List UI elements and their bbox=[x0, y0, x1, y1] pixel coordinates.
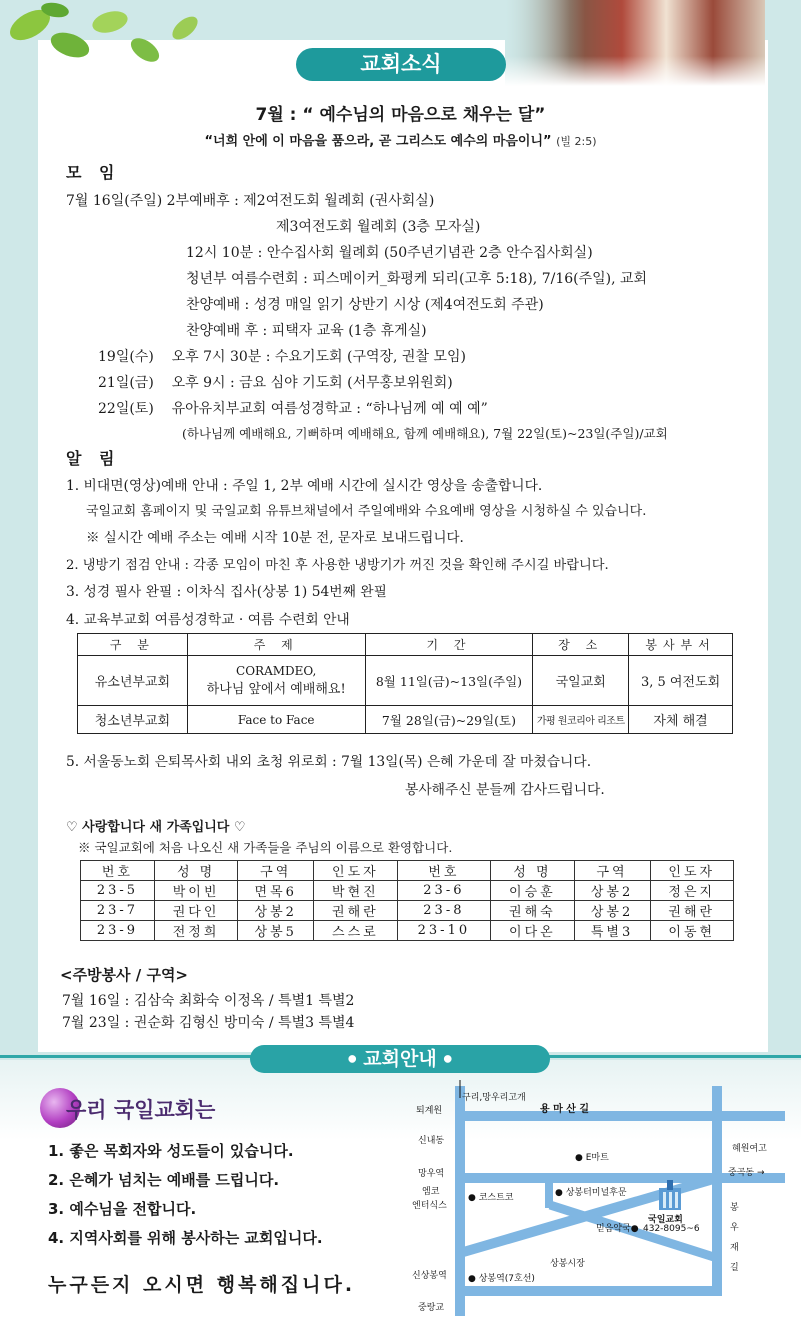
table-cell: 3, 5 여전도회 bbox=[629, 656, 733, 706]
map-label: ● 상봉역(7호선) bbox=[468, 1274, 535, 1284]
map-label: 중랑교 bbox=[418, 1303, 445, 1313]
table-cell: 23-9 bbox=[81, 921, 155, 941]
monthly-theme-title: 7월 : “ 예수님의 마음으로 채우는 달” bbox=[255, 105, 546, 125]
table-cell: 권다인 bbox=[154, 901, 237, 921]
table-cell: 정은지 bbox=[650, 881, 734, 901]
map-diagonal-roads bbox=[400, 1078, 785, 1323]
notice-line: 2. 냉방기 점검 안내 : 각종 모임이 마친 후 사용한 냉방기가 꺼진 것을 확인해 주시길 바랍니다. bbox=[66, 558, 609, 573]
table-cell: 권해란 bbox=[650, 901, 734, 921]
dot-icon: ● bbox=[347, 1053, 357, 1065]
new-family-heading: ♡ 사랑합니다 새 가족입니다 ♡ bbox=[66, 820, 246, 835]
leaves-decoration bbox=[0, 0, 240, 80]
table-row bbox=[78, 656, 733, 706]
notice-line: 5. 서울동노회 은퇴목사회 내외 초청 위로회 : 7월 13일(목) 은혜 가운데 잘 마쳤습니다. bbox=[66, 754, 592, 770]
meeting-line: 제3여전도회 월례회 (3층 모자실) bbox=[276, 219, 481, 235]
table-cell: 23-7 bbox=[81, 901, 155, 921]
table-cell: 7월 28일(금)~29일(토) bbox=[365, 706, 533, 734]
meeting-line: 22일(토) 유아유치부교회 여름성경학교 : “하나님께 예 예 예” bbox=[98, 401, 488, 417]
table-header: 기 간 bbox=[365, 634, 533, 656]
map-label: ● 상봉터미널후문 bbox=[555, 1188, 627, 1198]
table-cell: 자체 해결 bbox=[629, 706, 733, 734]
map-label: 432-8095~6 bbox=[643, 1224, 700, 1234]
table-cell: 23-8 bbox=[397, 901, 491, 921]
church-guide-banner bbox=[250, 1045, 550, 1073]
table-header-row bbox=[81, 861, 734, 881]
notice-line: 3. 성경 필사 완필 : 이차식 집사(상봉 1) 54번째 완필 bbox=[66, 584, 387, 600]
dot-icon: ● bbox=[443, 1053, 453, 1065]
education-schedule-table bbox=[77, 633, 733, 734]
table-header: 봉사부서 bbox=[629, 634, 733, 656]
table-header: 구역 bbox=[238, 861, 314, 881]
table-header: 성 명 bbox=[154, 861, 237, 881]
meeting-line: (하나님께 예배해요, 기뻐하며 예배해요, 함께 예배해요), 7월 22일(토)~23일(주일)/교회 bbox=[182, 426, 668, 441]
map-label: 혜원여고 bbox=[732, 1144, 767, 1154]
map-label: 믿음약국● bbox=[596, 1224, 639, 1234]
table-header-row bbox=[78, 634, 733, 656]
monthly-verse bbox=[0, 130, 801, 149]
table-header: 구 분 bbox=[78, 634, 188, 656]
kitchen-service-line: 7월 23일 : 권순화 김형신 방미숙 / 특별3 특별4 bbox=[62, 1015, 355, 1031]
map-label: 엔터식스 bbox=[412, 1201, 447, 1211]
table-header: 구역 bbox=[574, 861, 650, 881]
map-label: 신상봉역 bbox=[412, 1271, 447, 1281]
church-intro-item: 3. 예수님을 전합니다. bbox=[48, 1200, 197, 1218]
table-cell bbox=[187, 656, 365, 706]
meeting-line: 19일(수) 오후 7시 30분 : 수요기도회 (구역장, 권찰 모임) bbox=[98, 349, 466, 365]
table-header: 장 소 bbox=[533, 634, 629, 656]
verse-text: “너희 안에 이 마음을 품으라, 곧 그리스도 예수의 마음이니” bbox=[204, 134, 552, 149]
table-cell: 23-6 bbox=[397, 881, 491, 901]
map-label: 망우역 bbox=[418, 1169, 445, 1179]
table-cell: 가평 원코리아 리조트 bbox=[533, 706, 629, 734]
table-cell: 박현진 bbox=[314, 881, 397, 901]
church-intro-item: 2. 은혜가 넘치는 예배를 드립니다. bbox=[48, 1171, 280, 1189]
notice-line: 4. 교육부교회 여름성경학교 · 여름 수련회 안내 bbox=[66, 612, 350, 628]
verse-reference: (빌 2:5) bbox=[556, 135, 597, 148]
meeting-line: 21일(금) 오후 9시 : 금요 심야 기도회 (서무홍보위원회) bbox=[98, 375, 453, 391]
table-cell: 상봉5 bbox=[238, 921, 314, 941]
table-header: 인도자 bbox=[650, 861, 734, 881]
table-cell: 특별3 bbox=[574, 921, 650, 941]
map-label: 구리,망우리고개 bbox=[462, 1093, 526, 1103]
table-cell: 면목6 bbox=[238, 881, 314, 901]
table-header: 번호 bbox=[397, 861, 491, 881]
church-slogan: 누구든지 오시면 행복해집니다. bbox=[48, 1274, 356, 1296]
meeting-line: 7월 16일(주일) 2부예배후 : 제2여전도회 월례회 (권사회실) bbox=[66, 193, 435, 209]
meeting-line: 청년부 여름수련회 : 피스메이커_화평케 되리(고후 5:18), 7/16(주일), 교회 bbox=[186, 271, 648, 287]
church-intro-item: 1. 좋은 목회자와 성도들이 있습니다. bbox=[48, 1142, 294, 1160]
table-row bbox=[81, 901, 734, 921]
table-cell: 23-10 bbox=[397, 921, 491, 941]
map-label: 재 bbox=[730, 1243, 739, 1253]
theme-line: CORAMDEO, bbox=[236, 664, 317, 678]
map-label: 중곡동 → bbox=[728, 1168, 765, 1178]
table-cell: 유소년부교회 bbox=[78, 656, 188, 706]
table-cell: 상봉2 bbox=[574, 901, 650, 921]
table-row bbox=[81, 881, 734, 901]
church-news-banner: 교회소식 bbox=[296, 48, 506, 81]
kitchen-service-heading: <주방봉사 / 구역> bbox=[60, 966, 189, 984]
map-label: 우 bbox=[730, 1223, 739, 1233]
map-label: 봉 bbox=[730, 1203, 739, 1213]
new-family-subheading: ※ 국일교회에 처음 나오신 새 가족들을 주님의 이름으로 환영합니다. bbox=[78, 840, 453, 855]
map-label: ● 코스트코 bbox=[468, 1193, 514, 1203]
map-label: 용 마 산 길 bbox=[540, 1104, 590, 1115]
meeting-line: 찬양예배 후 : 피택자 교육 (1층 휴게실) bbox=[186, 323, 427, 339]
meeting-line: 12시 10분 : 안수집사회 월례회 (50주년기념관 2층 안수집사회실) bbox=[186, 245, 593, 261]
notice-line: 1. 비대면(영상)예배 안내 : 주일 1, 2부 예배 시간에 실시간 영상을 송출합니다. bbox=[66, 478, 543, 494]
notice-line: ※ 실시간 예배 주소는 예배 시작 10분 전, 문자로 보내드립니다. bbox=[86, 530, 464, 546]
table-cell: 이승훈 bbox=[491, 881, 574, 901]
table-cell: 국일교회 bbox=[533, 656, 629, 706]
photo-fade-bottom bbox=[505, 56, 765, 86]
table-cell: 8월 11일(금)~13일(주일) bbox=[365, 656, 533, 706]
table-cell: Face to Face bbox=[187, 706, 365, 734]
kitchen-service-line: 7월 16일 : 김삼숙 최화숙 이정옥 / 특별1 특별2 bbox=[62, 993, 355, 1009]
map-label: 엠코 bbox=[422, 1187, 440, 1197]
table-cell: 청소년부교회 bbox=[78, 706, 188, 734]
new-family-table bbox=[80, 860, 734, 941]
church-guide-title: 교회안내 bbox=[363, 1048, 437, 1070]
table-cell: 전정희 bbox=[154, 921, 237, 941]
map-label: 신내동 bbox=[418, 1136, 445, 1146]
map-label: ● E마트 bbox=[575, 1153, 609, 1163]
table-header: 성 명 bbox=[491, 861, 574, 881]
table-cell: 스스로 bbox=[314, 921, 397, 941]
notice-line: 국일교회 홈페이지 및 국일교회 유튜브채널에서 주일예배와 수요예배 영상을 시청하실 수 있습니다. bbox=[86, 504, 647, 519]
location-map bbox=[400, 1078, 785, 1323]
table-row bbox=[78, 706, 733, 734]
table-row bbox=[81, 921, 734, 941]
map-label: 퇴계원 bbox=[416, 1106, 443, 1116]
table-cell: 박이빈 bbox=[154, 881, 237, 901]
meeting-line: 찬양예배 : 성경 매일 읽기 상반기 시상 (제4여전도회 주관) bbox=[186, 297, 544, 313]
meetings-heading: 모 임 bbox=[66, 163, 121, 182]
table-cell: 권해란 bbox=[314, 901, 397, 921]
table-header: 번호 bbox=[81, 861, 155, 881]
table-header: 인도자 bbox=[314, 861, 397, 881]
church-intro-item: 4. 지역사회를 위해 봉사하는 교회입니다. bbox=[48, 1229, 323, 1247]
notice-line: 봉사해주신 분들께 감사드립니다. bbox=[405, 782, 605, 798]
table-cell: 권해숙 bbox=[491, 901, 574, 921]
table-cell: 이동현 bbox=[650, 921, 734, 941]
table-cell: 상봉2 bbox=[574, 881, 650, 901]
map-label: 상봉시장 bbox=[550, 1259, 585, 1269]
table-cell: 이다온 bbox=[491, 921, 574, 941]
table-cell: 23-5 bbox=[81, 881, 155, 901]
theme-line: 하나님 앞에서 예배해요! bbox=[206, 682, 346, 697]
notices-heading: 알 림 bbox=[66, 449, 121, 468]
map-label: 국일교회 bbox=[648, 1215, 683, 1225]
table-header: 주 제 bbox=[187, 634, 365, 656]
church-building-icon bbox=[655, 1178, 685, 1212]
table-cell: 상봉2 bbox=[238, 901, 314, 921]
map-label: 길 bbox=[730, 1263, 739, 1273]
